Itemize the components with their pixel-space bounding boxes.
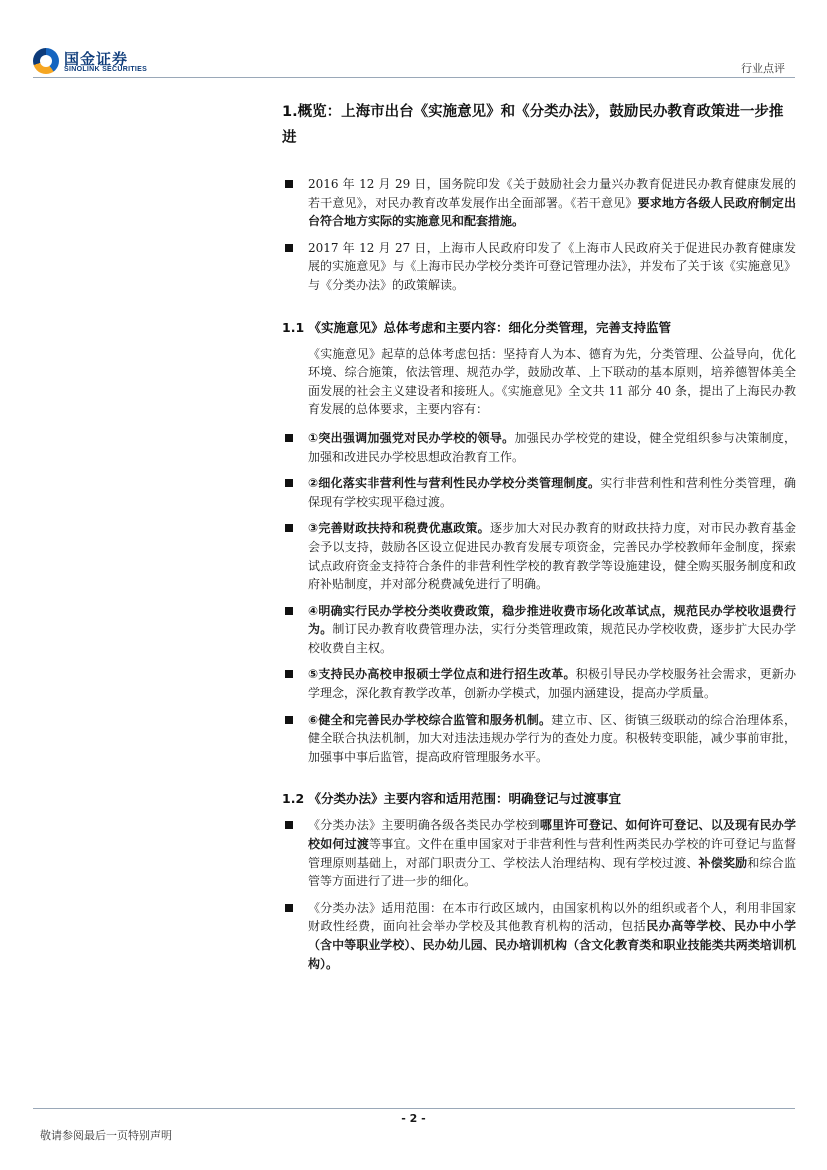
list-item [282, 429, 796, 466]
item-heading: ④明确实行民办学校分类收费政策，稳步推进收费市场化改革试点，规范民办学校收退费行为。 [308, 603, 796, 637]
section-1-bullets [282, 175, 796, 295]
bullet-bold-text: 要求地方各级人民政府制定出台符合地方实际的实施意见和配套措施。 [308, 195, 796, 229]
header-divider [33, 77, 795, 78]
section-1-title: 1.概览：上海市出台《实施意见》和《分类办法》，鼓励民办教育政策进一步推进 [282, 104, 784, 146]
square-bullet-icon [285, 180, 293, 188]
list-item [282, 816, 796, 890]
bullet-bold-text: 哪里许可登记、如何许可登记、以及现有民办学校如何过渡 [308, 818, 796, 852]
list-item [282, 602, 796, 658]
logo-english-name: SINOLINK SECURITIES [64, 66, 148, 73]
square-bullet-icon [285, 524, 293, 532]
square-bullet-icon [285, 479, 293, 487]
logo-chinese-name: 国金证券 [64, 50, 129, 68]
square-bullet-icon [285, 670, 293, 678]
square-bullet-icon [285, 904, 293, 912]
bullet-bold-text: 民办高等学校、民办中小学（含中等职业学校）、民办幼儿园、民办培训机构（含文化教育类和职业技能类共两类培训机构）。 [308, 919, 796, 971]
item-text: 积极引导民办学校服务社会需求，更新办学理念，深化教育教学改革，创新办学模式，加强内涵建设，提高办学质量。 [308, 667, 796, 701]
bullet-text: 2017 年 12 月 27 日，上海市人民政府印发了《上海市人民政府关于促进民办教育健康发展的实施意见》与《上海市民办学校分类许可登记管理办法》，并发布了关于该《实施意见》与《分类办法》的政策解读。 [308, 240, 796, 292]
list-item [282, 239, 796, 295]
report-type-tag: 行业点评 [741, 62, 785, 75]
item-heading: ②细化落实非营利性与营利性民办学校分类管理制度。 [308, 476, 601, 491]
item-heading: ①突出强调加强党对民办学校的领导。 [308, 430, 515, 445]
square-bullet-icon [285, 607, 293, 615]
square-bullet-icon [285, 821, 293, 829]
section-1-2-title: 1.2 《分类办法》主要内容和适用范围：明确登记与过渡事宜 [282, 791, 621, 807]
item-text: 建立市、区、街镇三级联动的综合治理体系，健全联合执法机制，加大对违法违规办学行为的查处力度。积极转变职能，减少事前审批，加强事中事后监管，提高政府管理服务水平。 [308, 712, 796, 764]
section-1-2-bullets [282, 816, 796, 973]
page-header [0, 0, 827, 80]
item-text: 加强民办学校党的建设，健全党组织参与决策制度，加强和改进民办学校思想政治教育工作。 [308, 430, 796, 464]
bullet-text: 等事宜。文件在重申国家对于非营利性与营利性两类民办学校的许可登记与监督管理原则基础上，对部门职责分工、学校法人治理结构、现有学校过渡、 [308, 837, 796, 870]
bullet-bold-text: 补偿奖励 [698, 855, 748, 870]
item-text: 逐步加大对民办教育的财政扶持力度，对市民办教育基金会予以支持，鼓励各区设立促进民办教育发展专项资金，完善民办学校教师年金制度，探索试点政府资金支持符合条件的非营利性学校的教育教学等设施建设，健全购买服务制度和政府补贴制度，并对部分税费减免进行了明确。 [308, 521, 796, 592]
footer-divider [33, 1108, 795, 1109]
item-text: 实行非营利性和营利性分类管理，确保现有学校实现平稳过渡。 [308, 476, 796, 509]
item-heading: ⑥健全和完善民办学校综合监管和服务机制。 [308, 712, 552, 727]
bullet-text: 2016 年 12 月 29 日，国务院印发《关于鼓励社会力量兴办教育促进民办教育健康发展的若干意见》，对民办教育改革发展作出全面部署。《若干意见》 [308, 177, 796, 210]
item-heading: ⑤支持民办高校申报硕士学位点和进行招生改革。 [308, 667, 576, 682]
item-text: 制订民办教育收费管理办法，实行分类管理政策，规范民办学校收费，逐步扩大民办学校收费自主权。 [308, 622, 796, 655]
company-logo [33, 48, 153, 76]
square-bullet-icon [285, 716, 293, 724]
list-item [282, 175, 796, 231]
page-number: - 2 - [401, 1112, 426, 1125]
disclaimer-note: 敬请参阅最后一页特别声明 [40, 1129, 172, 1142]
square-bullet-icon [285, 434, 293, 442]
item-heading: ③完善财政扶持和税费优惠政策。 [308, 521, 490, 536]
logo-mark-icon [33, 48, 59, 74]
bullet-text: 《分类办法》适用范围：在本市行政区域内，由国家机构以外的组织或者个人，利用非国家财政性经费，面向社会举办学校及其他教育机构的活动，包括 [308, 900, 796, 934]
list-item [282, 665, 796, 702]
list-item [282, 899, 796, 973]
list-item [282, 711, 796, 767]
list-item [282, 474, 796, 511]
list-item [282, 519, 796, 593]
bullet-text: 《分类办法》主要明确各级各类民办学校到 [308, 818, 540, 833]
section-1-1-items [282, 429, 796, 767]
square-bullet-icon [285, 244, 293, 252]
bullet-text: 和综合监管等方面进行了进一步的细化。 [308, 855, 796, 889]
section-1-1-intro: 《实施意见》起草的总体考虑包括：坚持育人为本、德育为先，分类管理、公益导向，优化环境、综合施策，依法管理、规范办学，鼓励改革、上下联动的基本原则，培养德智体美全面发展的社会主义建设者和接班人。《实施意见》全文共 11 部分 40 条，提出了上海民办教育发展的总体要求，主要内容有： [308, 346, 796, 417]
section-1-1-title: 1.1 《实施意见》总体考虑和主要内容：细化分类管理，完善支持监管 [282, 319, 671, 335]
main-content [282, 99, 796, 981]
